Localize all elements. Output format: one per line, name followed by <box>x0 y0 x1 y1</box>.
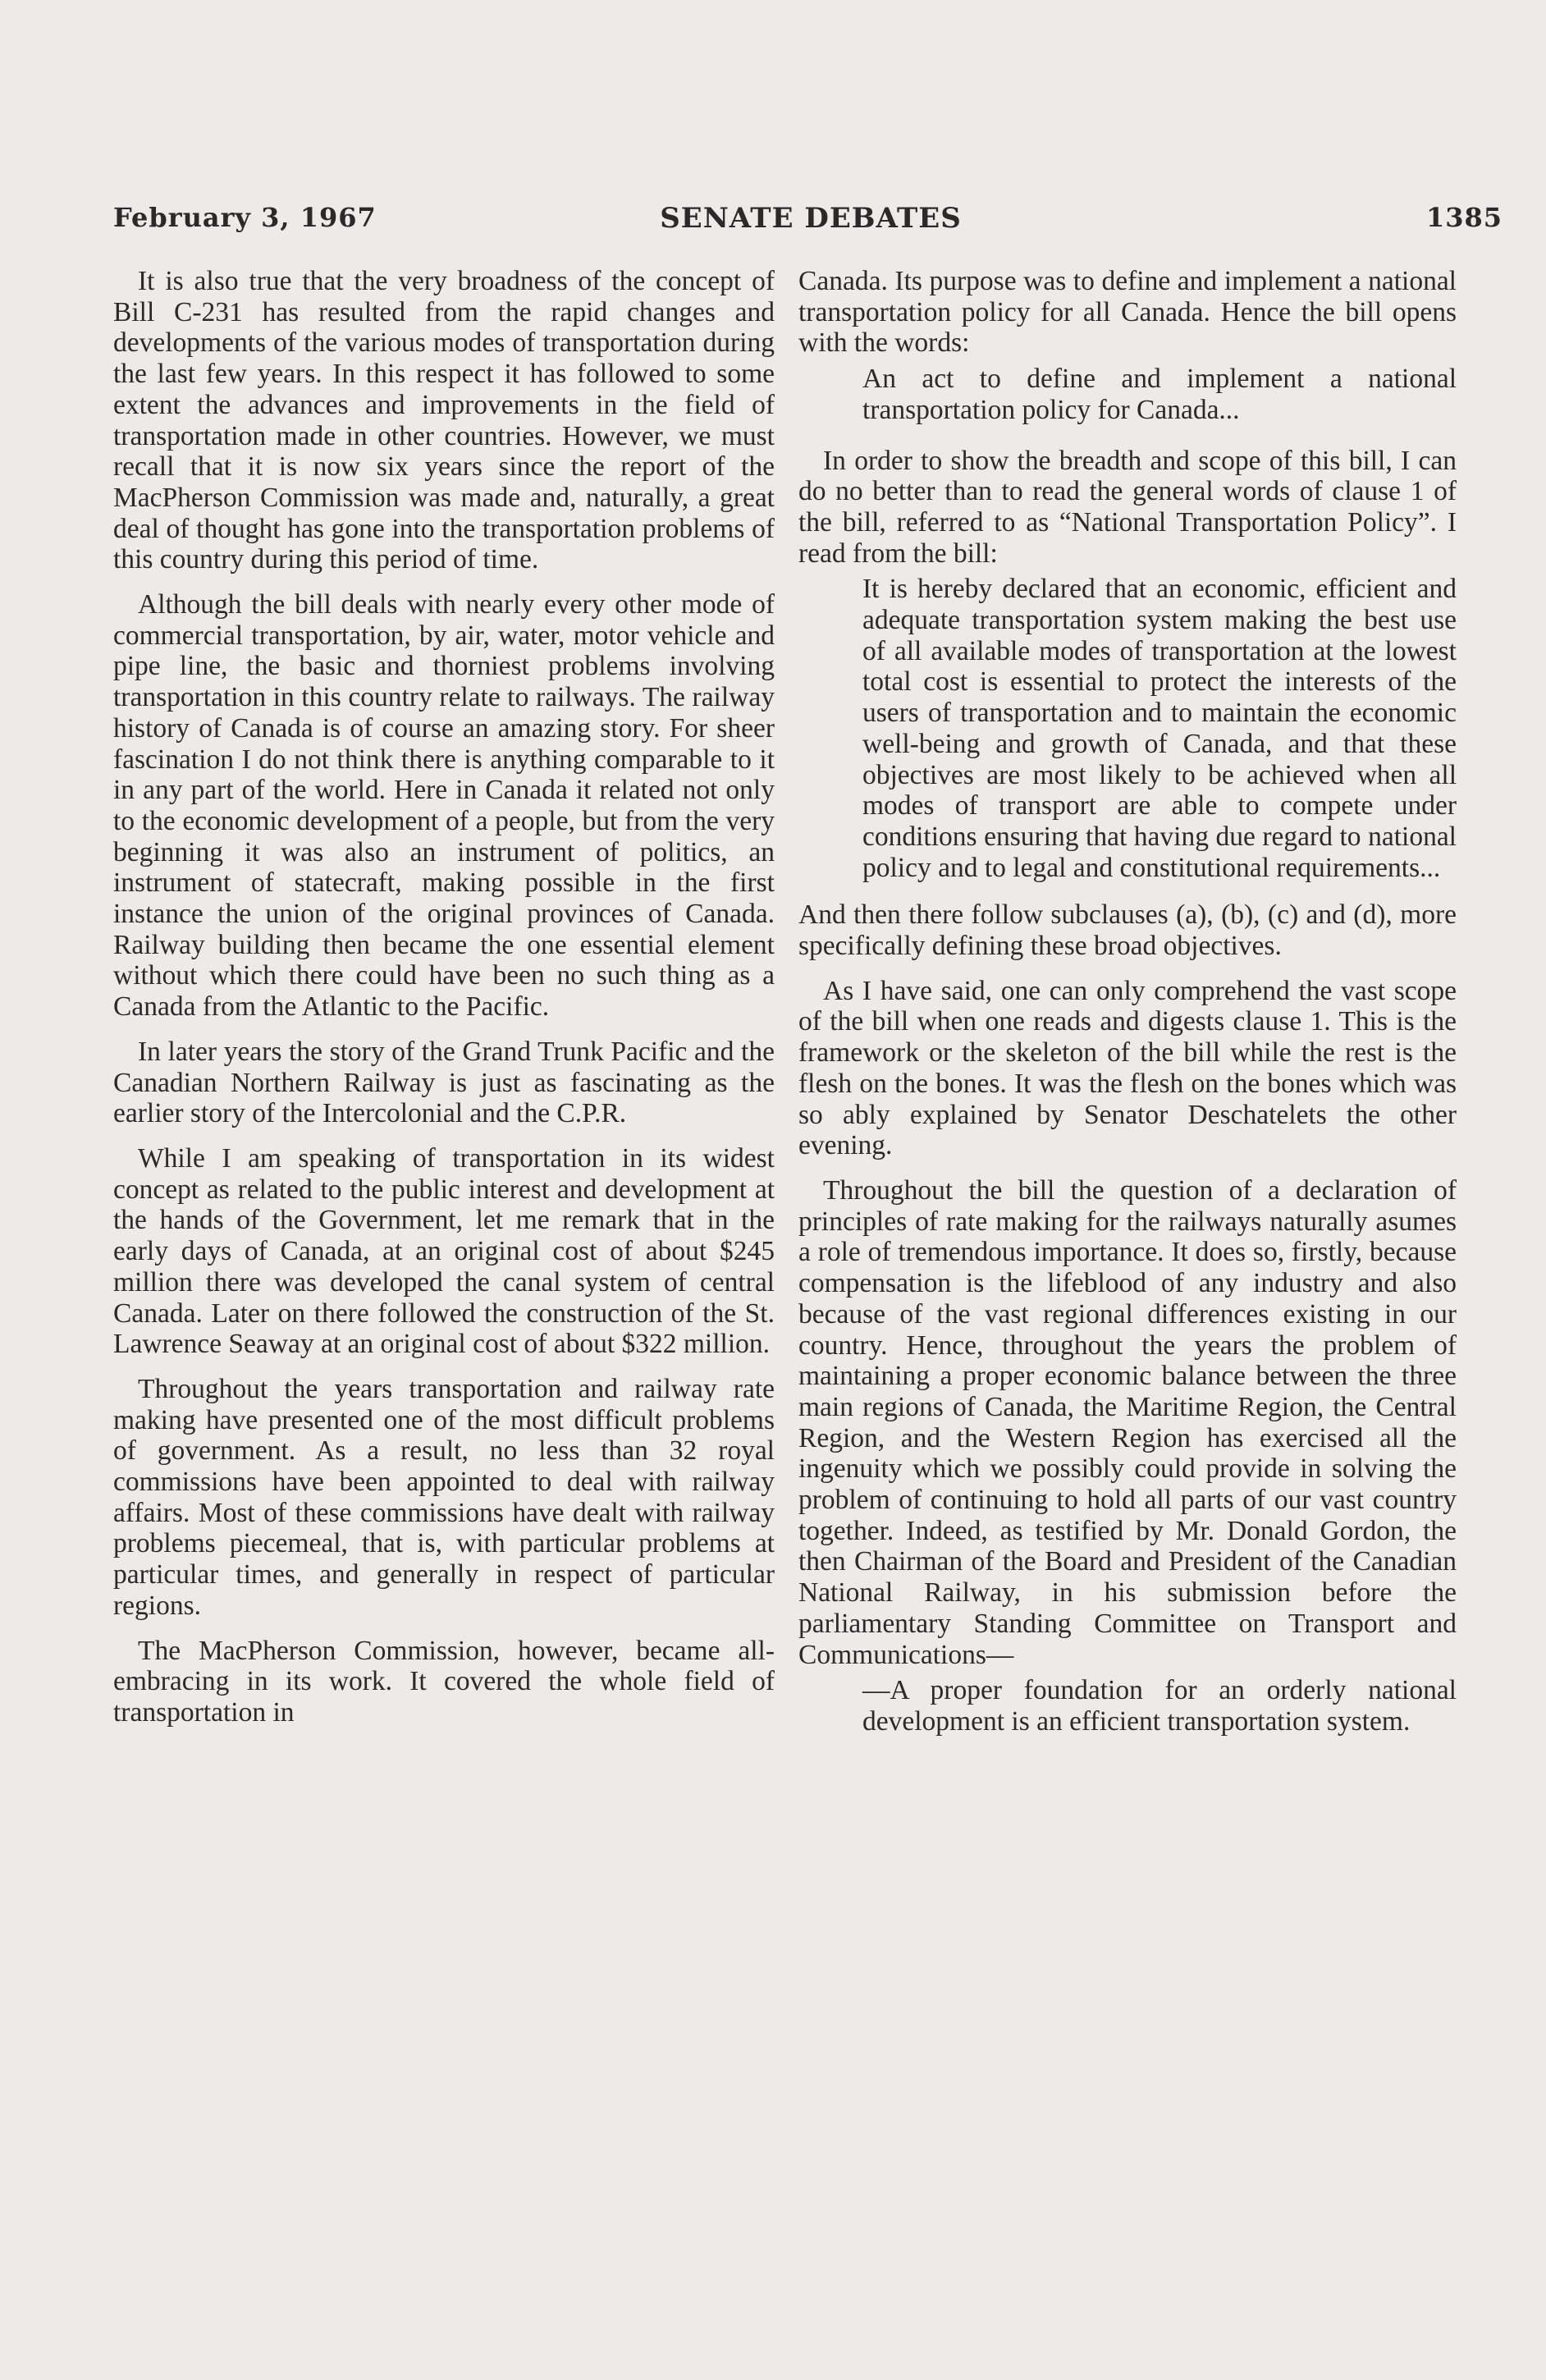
paragraph: It is also true that the very broadness of the concept of Bill C-231 has resulted from the rapid changes and developments of the various modes of transportation during the last few years. In this respect it has followed to some extent the advances and improvements in the field of transportation made in other countries. However, we must recall that it is now six years since the report of the MacPherson Commission was made and, naturally, a great deal of thought has gone into the transportation problems of this country during this period of time. <box>113 266 775 575</box>
block-quote: An act to define and implement a national transportation policy for Canada... <box>862 364 1457 425</box>
left-column <box>113 266 775 1728</box>
header-page-number: 1385 <box>1425 202 1503 233</box>
block-quote: —A proper foundation for an orderly national development is an efficient transportation system. <box>862 1675 1457 1737</box>
paragraph: Throughout the years transportation and railway rate making have presented one of the most difficult problems of government. As a result, no less than 32 royal commissions have been appointed to deal with railway affairs. Most of these commissions have dealt with railway problems piecemeal, that is, with particular problems at particular times, and generally in respect of particular regions. <box>113 1373 775 1621</box>
paragraph: As I have said, one can only comprehend the vast scope of the bill when one reads and digests clause 1. This is the framework or the skeleton of the bill while the rest is the flesh on the bones. It was the flesh on the bones which was so ably explained by Senator Deschatelets the other evening. <box>798 975 1457 1161</box>
paragraph: Throughout the bill the question of a declaration of principles of rate making for the railways naturally asumes a role of tremendous importance. It does so, firstly, because compensation is the lifeblood of any industry and also because of the vast regional differences existing in our country. Hence, throughout the years the problem of maintaining a proper economic balance between the three main regions of Canada, the Maritime Region, the Central Region, and the Western Region has exercised all the ingenuity which we possibly could provide in solving the problem of continuing to hold all parts of our vast country together. Indeed, as testified by Mr. Donald Gordon, the then Chairman of the Board and President of the Canadian National Railway, in his submission before the parliamentary Standing Committee on Transport and Communications— <box>798 1174 1457 1670</box>
paragraph-continued: Canada. Its purpose was to define and implement a national transportation policy for all Canada. Hence the bill opens with the words: <box>798 266 1457 359</box>
header-title: SENATE DEBATES <box>660 202 962 235</box>
header-date: February 3, 1967 <box>113 202 377 233</box>
paragraph: The MacPherson Commission, however, became all-embracing in its work. It covered the whole field of transportation in <box>113 1635 775 1728</box>
page-header <box>113 202 1503 238</box>
paragraph: And then there follow subclauses (a), (b), (c) and (d), more specifically defining these broad objectives. <box>798 899 1457 962</box>
paragraph: While I am speaking of transportation in its widest concept as related to the public interest and development at the hands of the Government, let me remark that in the early days of Canada, at an original cost of about $245 million there was developed the canal system of central Canada. Later on there followed the construction of the St. Lawrence Seaway at an original cost of about $322 million. <box>113 1142 775 1360</box>
paragraph: Although the bill deals with nearly every other mode of commercial transportation, by air, water, motor vehicle and pipe line, the basic and thorniest problems involving transportation in this country relate to railways. The railway history of Canada is of course an amazing story. For sheer fascination I do not think there is anything comparable to it in any part of the world. Here in Canada it related not only to the economic development of a people, but from the very beginning it was also an instrument of politics, an instrument of statecraft, making possible in the first instance the union of the original provinces of Canada. Railway building then became the one essential element without which there could have been no such thing as a Canada from the Atlantic to the Pacific. <box>113 589 775 1023</box>
block-quote: It is hereby declared that an economic, efficient and adequate transportation system making the best use of all available modes of transportation at the lowest total cost is essential to protect the interests of the users of transportation and to maintain the economic well-being and growth of Canada, and that these objectives are most likely to be achieved when all modes of transport are able to compete under conditions ensuring that having due regard to national policy and to legal and constitutional requirements... <box>862 574 1457 883</box>
paragraph: In later years the story of the Grand Trunk Pacific and the Canadian Northern Railway is just as fascinating as the earlier story of the Intercolonial and the C.P.R. <box>113 1036 775 1129</box>
paragraph: In order to show the breadth and scope of this bill, I can do no better than to read the general words of clause 1 of the bill, referred to as “National Transportation Policy”. I read from the bill: <box>798 445 1457 569</box>
right-column <box>798 266 1457 1754</box>
